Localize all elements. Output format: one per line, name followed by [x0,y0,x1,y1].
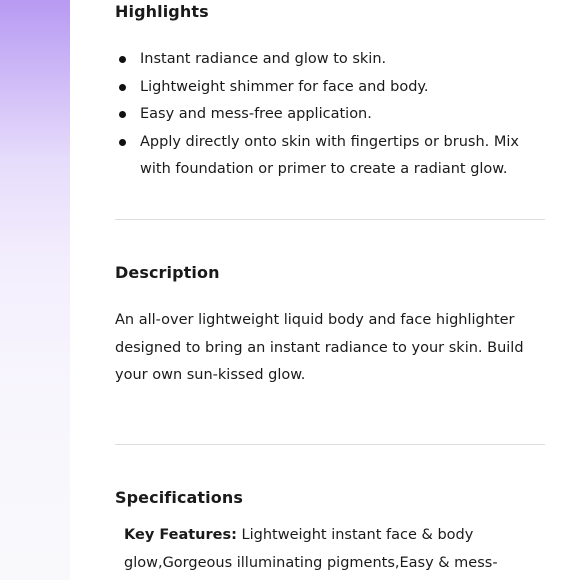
key-features-value: Lightweight instant face & body glow,Gorgeous illuminating pigments,Easy & mess- [124,527,498,571]
highlight-item: Easy and mess-free application. [115,101,545,129]
section-divider [115,219,545,220]
specifications-heading: Specifications [115,488,243,507]
highlight-item: Apply directly onto skin with fingertips or brush. Mix with foundation or primer to create a radiant glow. [115,129,545,184]
highlights-list [115,46,545,184]
section-divider [115,444,545,445]
key-features-text [124,521,534,577]
highlights-heading: Highlights [115,2,209,21]
highlight-item: Instant radiance and glow to skin. [115,46,545,74]
highlight-item: Lightweight shimmer for face and body. [115,74,545,102]
left-gradient-panel [0,0,70,580]
description-heading: Description [115,263,220,282]
key-features-label: Key Features: [124,527,237,543]
description-text: An all-over lightweight liquid body and face highlighter designed to bring an instant radiance to your skin. Build your own sun-kissed glow. [115,312,524,383]
